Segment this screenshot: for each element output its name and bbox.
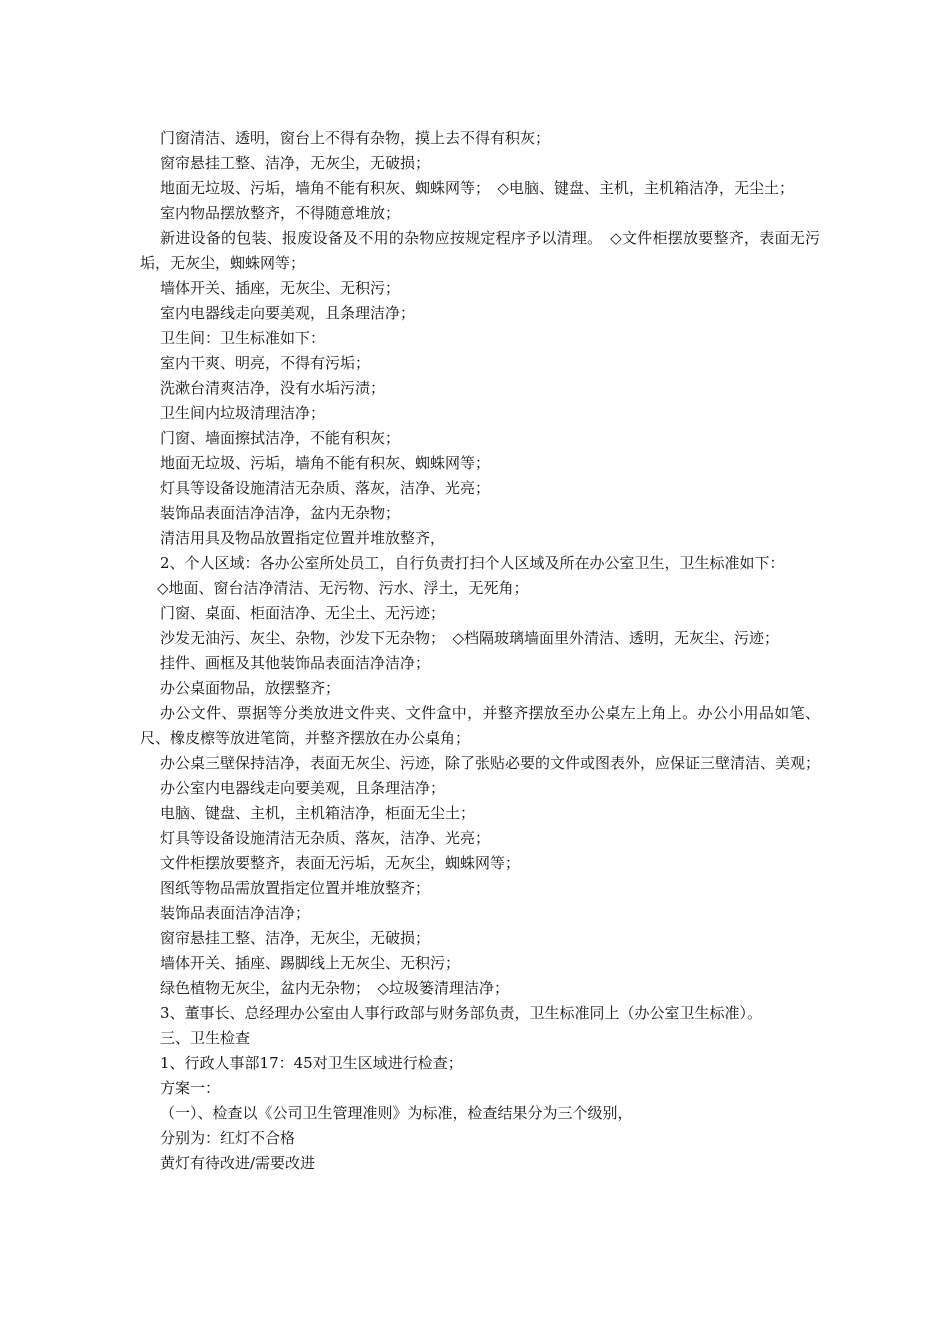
text-line: 地面无垃圾、污垢，墙角不能有积灰、蜘蛛网等； — [160, 454, 491, 472]
text-line: 办公室内电器线走向要美观，且条理洁净； — [160, 779, 446, 797]
text-line: 门窗清洁、透明，窗台上不得有杂物，摸上去不得有积灰； — [160, 129, 551, 147]
text-line: 卫生间内垃圾清理洁净； — [160, 404, 326, 422]
text-line: 室内干爽、明亮，不得有污垢； — [160, 354, 371, 372]
text-line: （一）、检查以《公司卫生管理准则》为标准，检查结果分为三个级别， — [160, 1104, 633, 1122]
text-line: 灯具等设备设施清洁无杂质、落灰，洁净、光亮； — [160, 479, 491, 497]
text-line: 窗帘悬挂工整、洁净，无灰尘，无破损； — [160, 154, 431, 172]
text-line: 清洁用具及物品放置指定位置并堆放整齐， — [160, 529, 446, 547]
text-line: 办公桌面物品，放摆整齐； — [160, 679, 341, 697]
text-line: 墙体开关、插座，无灰尘、无积污； — [160, 279, 401, 297]
document-body — [140, 126, 820, 1176]
text-line: 文件柜摆放要整齐，表面无污垢，无灰尘，蜘蛛网等； — [160, 854, 521, 872]
text-line: 门窗、墙面擦拭洁净，不能有积灰； — [160, 429, 401, 447]
text-line: 墙体开关、插座、踢脚线上无灰尘、无积污； — [160, 954, 461, 972]
text-line: 沙发无油污、灰尘、杂物，沙发下无杂物； ◇档隔玻璃墙面里外清洁、透明，无灰尘、污迹； — [160, 629, 780, 647]
text-paragraph: 新进设备的包装、报废设备及不用的杂物应按规定程序予以清理。 ◇文件柜摆放要整齐，表面无污垢，无灰尘，蜘蛛网等； — [140, 229, 820, 272]
text-line: 3、董事长、总经理办公室由人事行政部与财务部负责，卫生标准同上（办公室卫生标准）。 — [160, 1004, 763, 1022]
section-heading: 三、卫生检查 — [160, 1029, 251, 1047]
text-paragraph: 办公桌三壁保持洁净，表面无灰尘、污迹，除了张贴必要的文件或图表外，应保证三壁清洁、美观； — [160, 754, 821, 772]
text-line: 洗漱台清爽洁净，没有水垢污渍； — [160, 379, 386, 397]
text-line: 室内物品摆放整齐，不得随意堆放； — [160, 204, 401, 222]
text-line: 门窗、桌面、柜面洁净、无尘土、无污迹； — [160, 604, 446, 622]
text-line: 室内电器线走向要美观，且条理洁净； — [160, 304, 416, 322]
text-line: 黄灯有待改进/需要改进 — [160, 1154, 316, 1172]
text-line: 装饰品表面洁净洁净，盆内无杂物； — [160, 504, 401, 522]
text-line: 图纸等物品需放置指定位置并堆放整齐； — [160, 879, 431, 897]
text-line: 卫生间：卫生标准如下： — [160, 329, 326, 347]
text-line: 分别为：红灯不合格 — [160, 1129, 296, 1147]
text-line: 2、个人区域：各办公室所处员工，自行负责打扫个人区域及所在办公室卫生，卫生标准如下： — [160, 554, 785, 572]
text-line: ◇地面、窗台洁净清洁、无污物、污水、浮土，无死角； — [157, 579, 529, 597]
text-paragraph: 办公文件、票据等分类放进文件夹、文件盒中，并整齐摆放至办公桌左上角上。办公小用品如笔、尺、橡皮檫等放进笔筒，并整齐摆放在办公桌角； — [140, 704, 820, 747]
text-line: 挂件、画框及其他装饰品表面洁净洁净； — [160, 654, 431, 672]
text-line: 电脑、键盘、主机，主机箱洁净，柜面无尘土； — [160, 804, 476, 822]
text-line: 装饰品表面洁净洁净； — [160, 904, 311, 922]
text-line: 绿色植物无灰尘，盆内无杂物； ◇垃圾篓清理洁净； — [160, 979, 510, 997]
text-line: 1、行政人事部17：45对卫生区域进行检查； — [160, 1054, 463, 1072]
text-line: 灯具等设备设施清洁无杂质、落灰，洁净、光亮； — [160, 829, 491, 847]
text-line: 窗帘悬挂工整、洁净，无灰尘，无破损； — [160, 929, 431, 947]
text-line: 方案一： — [160, 1079, 221, 1097]
text-paragraph: 地面无垃圾、污垢，墙角不能有积灰、蜘蛛网等； ◇电脑、键盘、主机，主机箱洁净，无尘土； — [160, 179, 795, 197]
